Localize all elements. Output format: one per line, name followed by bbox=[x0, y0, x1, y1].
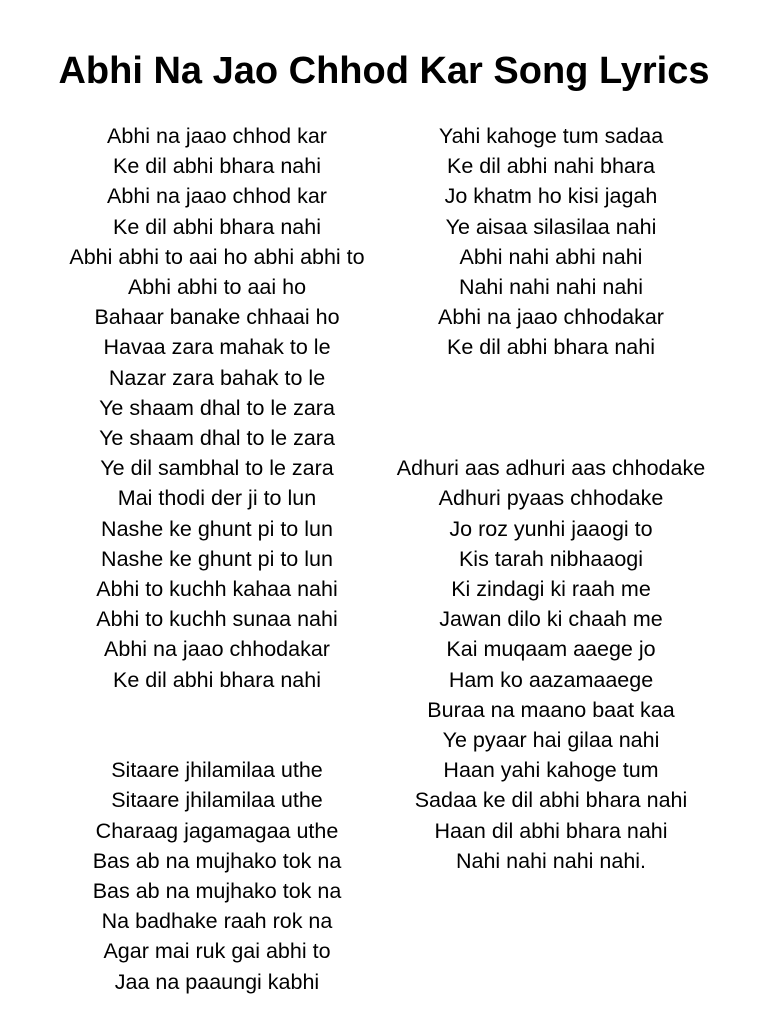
lyric-line: Haan yahi kahoge tum bbox=[443, 758, 659, 783]
lyric-line: Abhi na jaao chhod kar bbox=[107, 184, 327, 209]
lyric-line: Ye pyaar hai gilaa nahi bbox=[442, 728, 660, 753]
lyric-line: Sadaa ke dil abhi bhara nahi bbox=[414, 788, 688, 813]
stanza bbox=[366, 121, 736, 363]
lyric-line: Nahi nahi nahi nahi. bbox=[455, 848, 647, 873]
lyric-line: Ki zindagi ki raah me bbox=[451, 577, 651, 602]
lyric-line: Ye dil sambhal to le zara bbox=[100, 456, 334, 481]
lyric-line: Charaag jagamagaa uthe bbox=[95, 818, 339, 843]
lyric-line: Kai muqaam aaege jo bbox=[446, 637, 656, 662]
lyric-line: Abhi nahi abhi nahi bbox=[459, 244, 643, 269]
lyric-line: Kis tarah nibhaaogi bbox=[458, 546, 644, 571]
lyric-line: Bas ab na mujhako tok na bbox=[92, 879, 342, 904]
stanza bbox=[30, 755, 404, 997]
lyric-line: Buraa na maano baat kaa bbox=[427, 697, 675, 722]
stanza bbox=[366, 453, 736, 876]
lyric-line: Abhi abhi to aai ho bbox=[127, 275, 307, 300]
page-title: Abhi Na Jao Chhod Kar Song Lyrics bbox=[58, 50, 710, 92]
lyric-line: Havaa zara mahak to le bbox=[103, 335, 331, 360]
lyric-line: Abhi na jaao chhodakar bbox=[104, 637, 330, 662]
lyrics-column-left bbox=[30, 121, 404, 997]
lyric-line: Jaa na paaungi kabhi bbox=[114, 969, 320, 994]
lyric-line: Jo khatm ho kisi jagah bbox=[444, 184, 658, 209]
stanza-break bbox=[30, 695, 404, 755]
lyric-line: Sitaare jhilamilaa uthe bbox=[111, 758, 323, 783]
stanza-break bbox=[366, 363, 736, 454]
lyric-line: Mai thodi der ji to lun bbox=[117, 486, 317, 511]
lyric-line: Nahi nahi nahi nahi bbox=[458, 275, 644, 300]
lyric-line: Jo roz yunhi jaaogi to bbox=[449, 516, 653, 541]
lyric-line: Abhi na jaao chhodakar bbox=[438, 305, 664, 330]
lyric-line: Nashe ke ghunt pi to lun bbox=[101, 546, 333, 571]
lyric-line: Ye shaam dhal to le zara bbox=[99, 426, 335, 451]
lyric-line: Ke dil abhi bhara nahi bbox=[113, 214, 321, 239]
lyric-line: Abhi to kuchh sunaa nahi bbox=[96, 607, 338, 632]
lyric-line: Yahi kahoge tum sadaa bbox=[438, 124, 664, 148]
stanza bbox=[30, 121, 404, 695]
lyric-line: Adhuri aas adhuri aas chhodake bbox=[396, 456, 706, 481]
lyric-line: Abhi abhi to aai ho abhi abhi to bbox=[69, 244, 365, 269]
lyric-line: Adhuri pyaas chhodake bbox=[438, 486, 664, 511]
lyric-line: Bas ab na mujhako tok na bbox=[92, 848, 342, 873]
lyric-line: Na badhake raah rok na bbox=[101, 909, 333, 934]
lyrics-column-right bbox=[366, 121, 736, 876]
lyric-line: Haan dil abhi bhara nahi bbox=[434, 818, 668, 843]
lyric-line: Nazar zara bahak to le bbox=[108, 365, 326, 390]
lyric-line: Ye aisaa silasilaa nahi bbox=[445, 214, 657, 239]
lyric-line: Bahaar banake chhaai ho bbox=[94, 305, 340, 330]
lyric-line: Sitaare jhilamilaa uthe bbox=[111, 788, 323, 813]
lyric-line: Agar mai ruk gai abhi to bbox=[103, 939, 331, 964]
lyric-line: Abhi na jaao chhod kar bbox=[107, 124, 327, 148]
lyric-line: Ke dil abhi nahi bhara bbox=[447, 154, 655, 179]
lyric-line: Ham ko aazamaaege bbox=[448, 667, 654, 692]
lyric-line: Jawan dilo ki chaah me bbox=[439, 607, 663, 632]
lyric-line: Nashe ke ghunt pi to lun bbox=[101, 516, 333, 541]
lyric-line: Ke dil abhi bhara nahi bbox=[113, 667, 321, 692]
lyric-line: Ke dil abhi bhara nahi bbox=[113, 154, 321, 179]
lyric-line: Ye shaam dhal to le zara bbox=[99, 395, 335, 420]
lyric-line: Ke dil abhi bhara nahi bbox=[447, 335, 655, 360]
lyric-line: Abhi to kuchh kahaa nahi bbox=[96, 577, 338, 602]
